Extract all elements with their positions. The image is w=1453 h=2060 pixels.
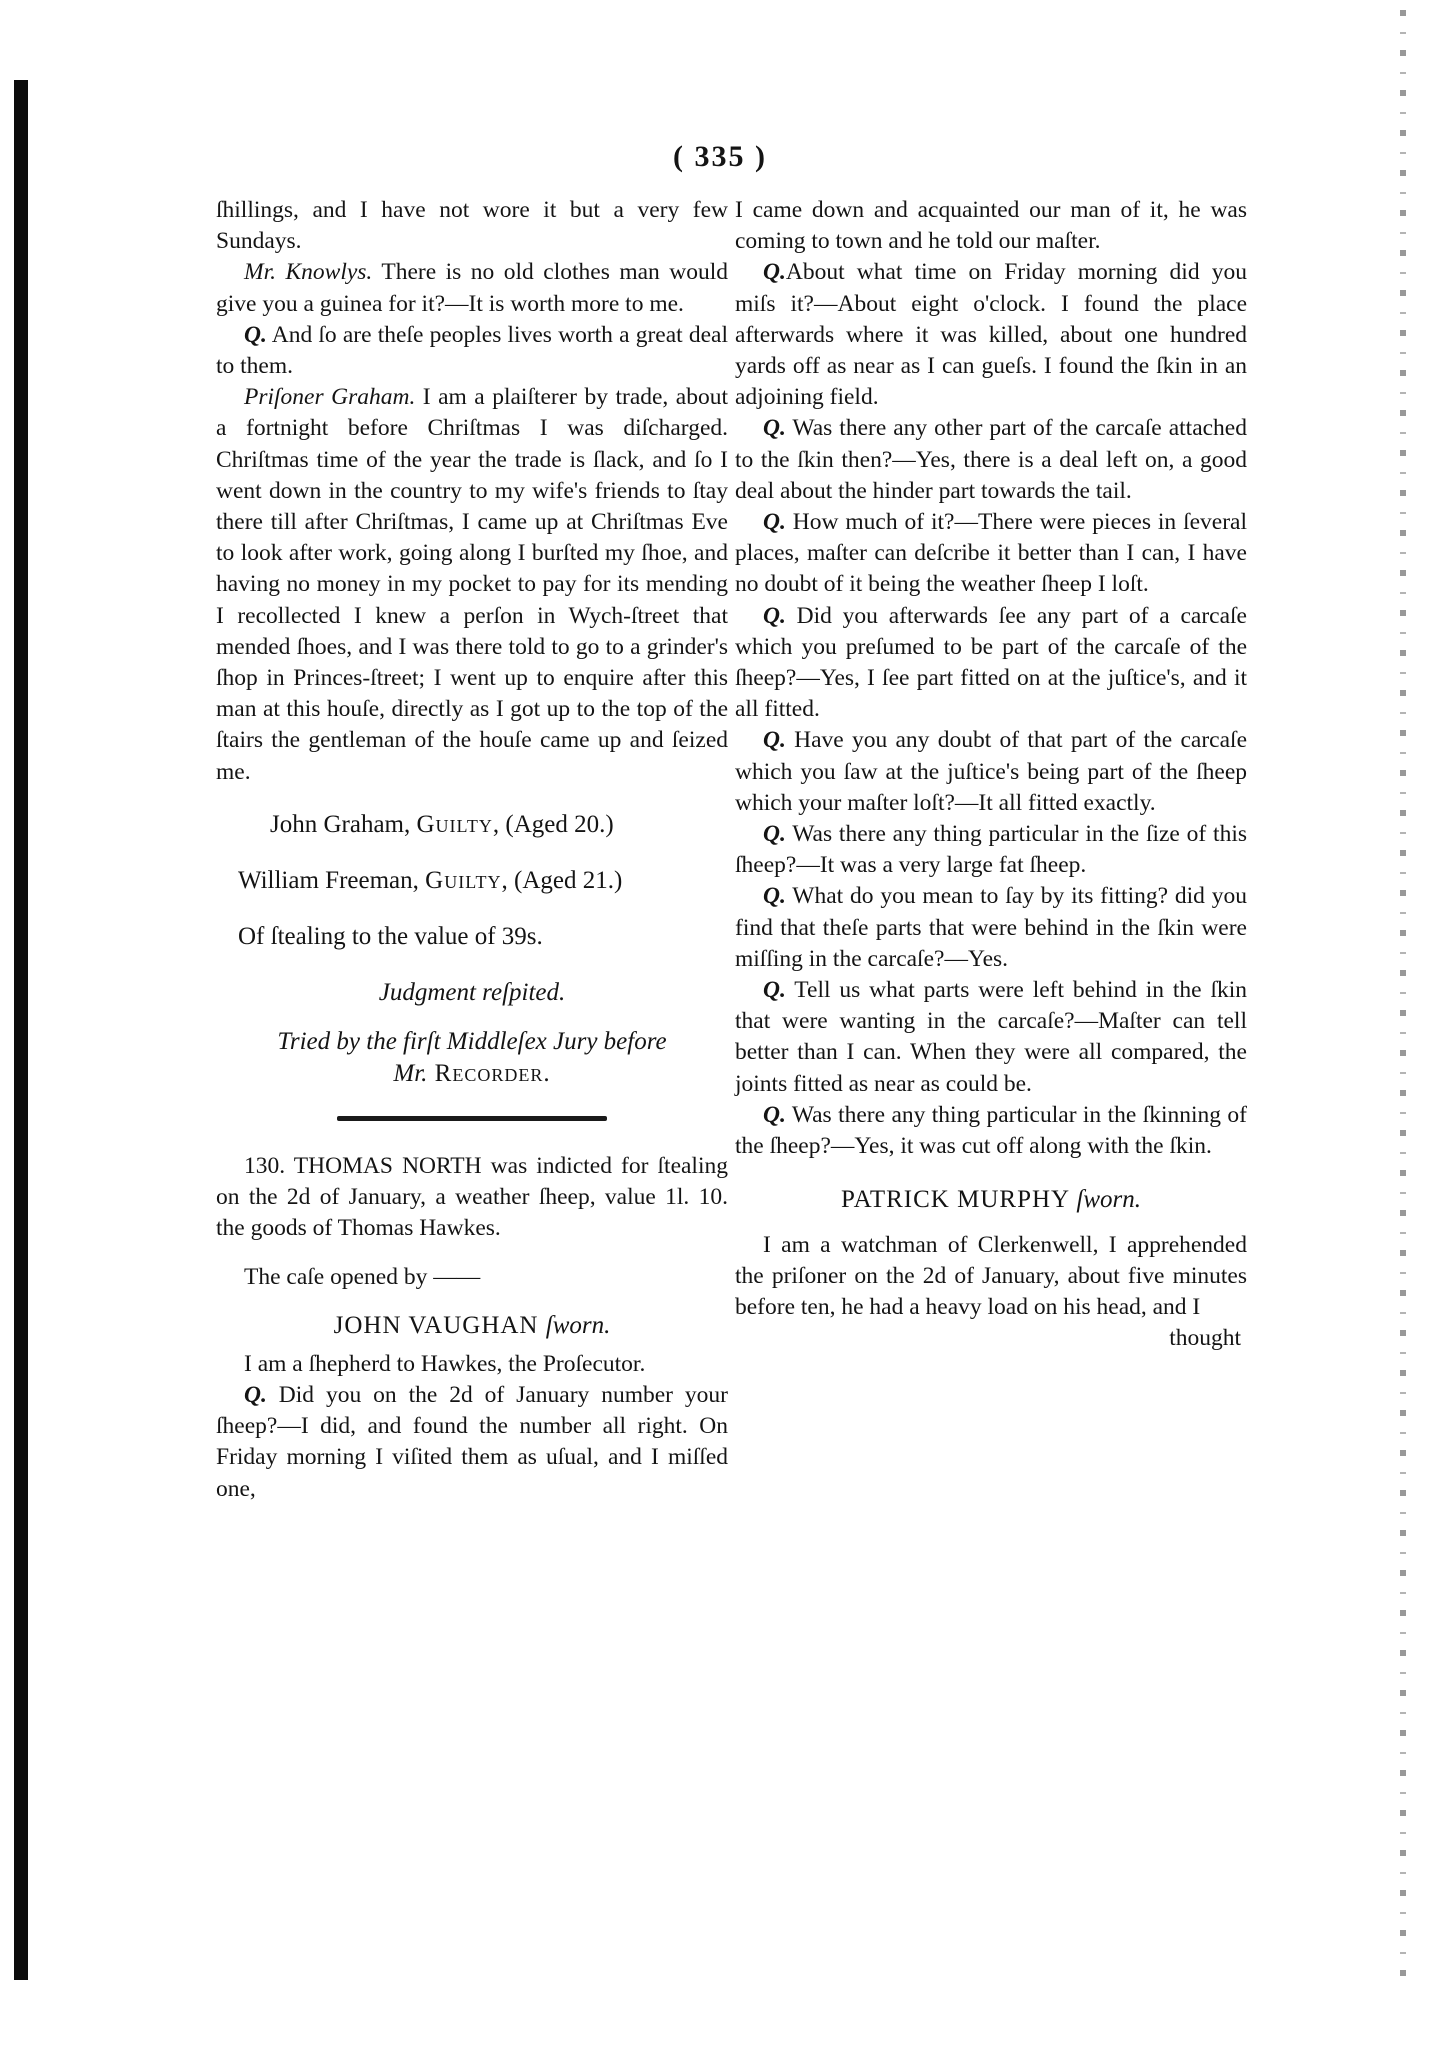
question-mark-label: Q. xyxy=(244,321,267,348)
paragraph-text: What do you mean to ſay by its fitting? did you find that theſe parts that were behind in the ſkin were miſſing in the carcaſe?—Yes. xyxy=(735,883,1247,972)
scan-right-edge xyxy=(1400,10,1406,1990)
title-abbrev: Mr. xyxy=(393,1059,428,1087)
defendant-age: , (Aged 20.) xyxy=(492,810,614,838)
verdict: Guilty xyxy=(416,810,493,838)
witness-name: JOHN VAUGHAN xyxy=(333,1311,546,1339)
value-line: Of ſtealing to the value of 39s. xyxy=(238,922,543,950)
page-number: ( 335 ) xyxy=(673,140,767,173)
paragraph-text: How much of it?—There were pieces in ſeveral places, maſter can deſcribe it better than I can, I have no doubt of it being the weather ſheep I loſt. xyxy=(735,509,1247,598)
question-mark-label: Q. xyxy=(763,1101,786,1128)
paragraph xyxy=(735,601,1247,726)
defendant-name: William Freeman, xyxy=(238,866,426,894)
question-mark-label: Q. xyxy=(763,259,786,286)
paragraph: I am a watchman of Clerkenwell, I apprehended the priſoner on the 2d of January, about five minutes before ten, he had a heavy load on his head, and I xyxy=(735,1231,1247,1320)
paragraph-text: About what time on Friday morning did you miſs it?—About eight o'clock. I found the place afterwards where it was killed, about one hundred yards off as near as I can gueſs. I found the ſkin in an adjoining field. xyxy=(735,259,1247,411)
question-mark-label: Q. xyxy=(763,727,786,754)
question-mark-label: Q. xyxy=(763,602,786,629)
paragraph xyxy=(735,725,1247,819)
question-mark-label: Q. xyxy=(763,977,786,1004)
recorder: Recorder. xyxy=(427,1059,551,1087)
verdict-line xyxy=(216,808,728,842)
witness-heading xyxy=(735,1184,1247,1215)
paragraph xyxy=(216,382,728,788)
paragraph-text: And ſo are theſe peoples lives worth a great deal to them. xyxy=(216,321,728,380)
paragraph-text: I am a plaiſterer by trade, about a fortnight before Chriſtmas I was diſcharged. Chriſtmas time of the year the trade is ſlack, and ſo I went down in the country to my wife's friends to ſtay there till after Chriſtmas, I came up at Chriſtmas Eve to look after work, going along I burſted my ſhoe, and having no money in my pocket to pay for its mending I recollected I knew a perſon in Wych-ſtreet that mended ſhoes, and I was there told to go to a grinder's ſhop in Princes-ſtreet; I went up to enquire after this man at this houſe, directly as I got up to the top of the ſtairs the gentleman of the houſe came up and ſeized me. xyxy=(216,384,728,785)
case-paragraph: 130. THOMAS NORTH was indicted for ſtealing on the 2d of January, a weather ſheep, value 1l. 10. the goods of Thomas Hawkes. xyxy=(216,1152,728,1242)
speaker-label: Mr. Knowlys. xyxy=(244,259,373,286)
judgment-line: Judgment reſpited. xyxy=(378,978,566,1006)
paragraph-text: Did you on the 2d of January number your ſheep?—I did, and found the number all right. On Friday morning I viſited them as uſual, and I miſſed one, xyxy=(216,1382,728,1502)
paragraph-text: Did you afterwards ſee any part of a carcaſe which you preſumed to be part of the carcaſe of the ſheep?—Yes, I ſee part fitted on at the juſtice's, and it all fitted. xyxy=(735,602,1247,723)
catchword: thought xyxy=(1169,1325,1241,1352)
sworn-label: ſworn. xyxy=(1076,1186,1142,1214)
paragraph-text: Was there any other part of the carcaſe attached to the ſkin then?—Yes, there is a deal left on, a good deal about the hinder part towards the tail. xyxy=(735,415,1247,504)
paragraph-text: Was there any thing particular in the ſize of this ſheep?—It was a very large fat ſheep. xyxy=(735,821,1247,879)
paragraph-text: Was there any thing particular in the ſkinning of the ſheep?—Yes, it was cut off along with the ſkin. xyxy=(735,1101,1247,1160)
paragraph-text: There is no old clothes man would give you a guinea for it?—It is worth more to me. xyxy=(216,259,729,317)
paragraph xyxy=(216,257,728,319)
verdict-line xyxy=(216,864,728,898)
section-divider xyxy=(337,1116,607,1121)
paragraph xyxy=(735,507,1247,601)
paragraph-text: Have you any doubt of that part of the carcaſe which you ſaw at the juſtice's being part of the ſheep which your maſter loſt?—It all fitted exactly. xyxy=(735,727,1247,816)
question-mark-label: Q. xyxy=(763,509,786,536)
scan-left-edge xyxy=(14,80,28,1980)
verdict: Guilty xyxy=(425,866,502,894)
paragraph xyxy=(735,975,1247,1100)
paragraph xyxy=(735,881,1247,975)
paragraph xyxy=(735,257,1247,413)
witness-name: PATRICK MURPHY xyxy=(840,1186,1077,1214)
question-mark-label: Q. xyxy=(763,821,786,848)
paragraph xyxy=(735,413,1247,507)
case-opened-line: The caſe opened by —— xyxy=(244,1264,481,1291)
paragraph xyxy=(216,1380,728,1505)
question-mark-label: Q. xyxy=(763,415,786,442)
tried-line: Tried by the firſt Middleſex Jury before xyxy=(277,1027,667,1055)
question-mark-label: Q. xyxy=(763,883,786,910)
recorder-line xyxy=(216,1058,728,1090)
witness-heading xyxy=(216,1310,728,1341)
defendant-age: , (Aged 21.) xyxy=(501,866,623,894)
paragraph-text: Tell us what parts were left behind in the ſkin that were wanting in the carcaſe?—Maſter can tell better than I can. When they were all compared, the joints fitted as near as could be. xyxy=(735,977,1247,1097)
sworn-label: ſworn. xyxy=(545,1311,611,1339)
paragraph: I came down and acquainted our man of it, he was coming to town and he told our maſter. xyxy=(735,197,1247,255)
paragraph xyxy=(735,1100,1247,1162)
paragraph: I am a ſhepherd to Hawkes, the Proſecutor. xyxy=(244,1350,646,1377)
speaker-label: Priſoner Graham. xyxy=(244,384,416,411)
paragraph xyxy=(735,819,1247,881)
paragraph xyxy=(216,320,728,382)
paragraph: ſhillings, and I have not wore it but a very few Sundays. xyxy=(216,197,728,255)
left-column xyxy=(216,195,728,1505)
question-mark-label: Q. xyxy=(244,1382,267,1409)
defendant-name: John Graham, xyxy=(270,810,417,838)
right-column xyxy=(735,195,1247,1354)
